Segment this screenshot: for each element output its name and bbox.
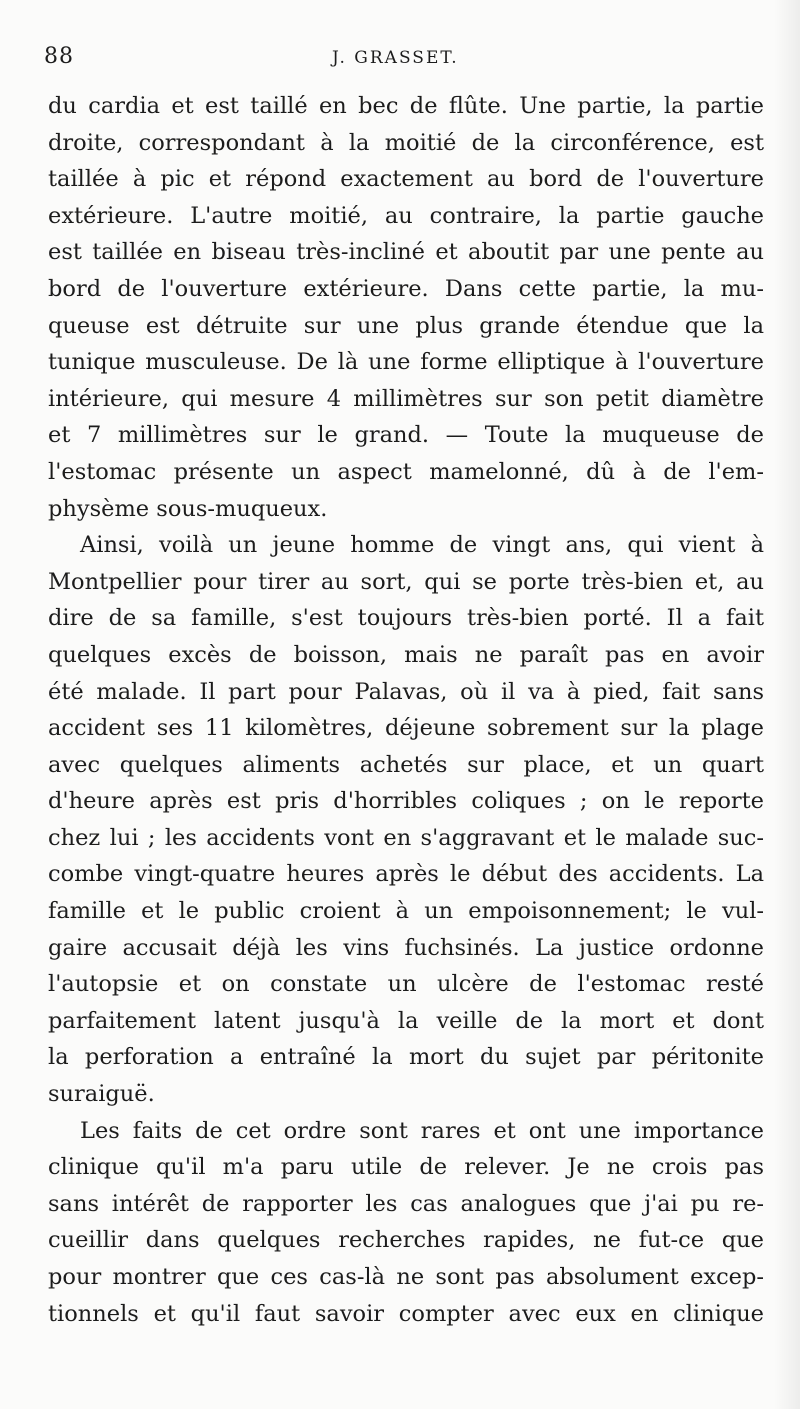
text-line: intérieure, qui mesure 4 millimètres sur son petit diamètre [48, 385, 764, 412]
page-header [44, 44, 764, 74]
text-line: pour montrer que ces cas-là ne sont pas absolument excep- [48, 1264, 764, 1290]
page-edge-shadow [774, 0, 800, 1409]
text-line: droite, correspondant à la moitié de la circonférence, est [48, 129, 764, 156]
text-line: d'heure après est pris d'horribles coliques ; on le reporte [48, 788, 764, 815]
text-line: gaire accusait déjà les vins fuchsinés. La justice ordonne [48, 934, 764, 961]
text-line: et 7 millimètres sur le grand. — Toute la muqueuse de [48, 422, 764, 449]
paragraph-start-line: Les faits de cet ordre sont rares et ont une importance [80, 1117, 764, 1144]
text-line: cueillir dans quelques recherches rapides, ne fut-ce que [48, 1227, 764, 1254]
text-line: été malade. Il part pour Palavas, où il va à pied, fait sans [48, 678, 764, 705]
text-line: Montpellier pour tirer au sort, qui se porte très-bien et, au [48, 568, 764, 595]
text-line: suraiguë. [48, 1081, 155, 1108]
text-line: la perforation a entraîné la mort du sujet par péritonite [48, 1044, 764, 1071]
text-line: tunique musculeuse. De là une forme elliptique à l'ouverture [48, 349, 764, 376]
text-line: clinique qu'il m'a paru utile de relever. Je ne crois pas [48, 1154, 764, 1181]
running-head: J. GRASSET. [332, 48, 459, 68]
text-line: taillée à pic et répond exactement au bord de l'ouverture [48, 166, 764, 193]
text-line: queuse est détruite sur une plus grande étendue que la [48, 312, 764, 339]
text-line: parfaitement latent jusqu'à la veille de la mort et dont [48, 1007, 764, 1034]
text-line: physème sous-muqueux. [48, 495, 328, 522]
text-line: famille et le public croient à un empoisonnement; le vul- [48, 898, 764, 925]
text-line: l'autopsie et on constate un ulcère de l'estomac resté [48, 971, 764, 998]
text-line: combe vingt-quatre heures après le début des accidents. La [48, 861, 764, 888]
body-text [48, 88, 764, 1332]
text-line: extérieure. L'autre moitié, au contraire, la partie gauche [48, 202, 764, 229]
text-line: accident ses 11 kilomètres, déjeune sobrement sur la plage [48, 715, 764, 742]
text-line: est taillée en biseau très-incliné et aboutit par une pente au [48, 239, 764, 266]
page-number: 88 [44, 44, 74, 69]
text-line: tionnels et qu'il faut savoir compter avec eux en clinique [48, 1300, 764, 1327]
text-line: quelques excès de boisson, mais ne paraît pas en avoir [48, 641, 764, 668]
text-line: avec quelques aliments achetés sur place, et un quart [48, 751, 764, 778]
paragraph-start-line: Ainsi, voilà un jeune homme de vingt ans, qui vient à [80, 532, 764, 559]
text-line: l'estomac présente un aspect mamelonné, dû à de l'em- [48, 458, 764, 485]
text-line: chez lui ; les accidents vont en s'aggravant et le malade suc- [48, 824, 764, 851]
text-line: dire de sa famille, s'est toujours très-bien porté. Il a fait [48, 605, 764, 632]
text-line: du cardia et est taillé en bec de flûte. Une partie, la partie [48, 93, 764, 119]
text-line: bord de l'ouverture extérieure. Dans cette partie, la mu- [48, 275, 764, 302]
text-line: sans intérêt de rapporter les cas analogues que j'ai pu re- [48, 1190, 764, 1217]
